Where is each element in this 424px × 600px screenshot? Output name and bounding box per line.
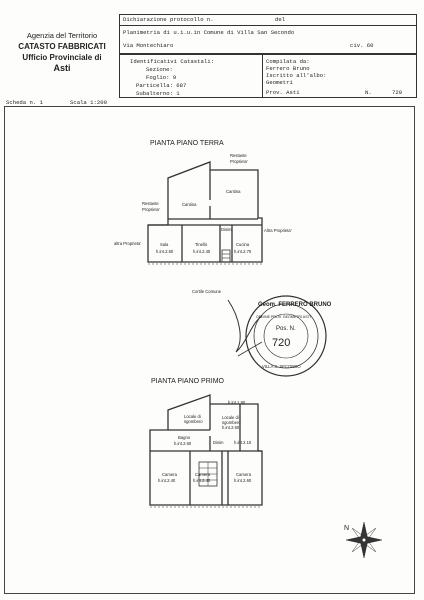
compiler-name: Ferrero Bruno bbox=[266, 65, 310, 72]
agency-name: Agenzia del Territorio bbox=[26, 31, 98, 40]
scale-label: Scala 1:200 bbox=[70, 99, 107, 106]
neighbor-label: Proprieta' bbox=[142, 207, 160, 212]
office-city: Asti bbox=[53, 63, 71, 73]
room-cucina: Cucina bbox=[236, 242, 250, 247]
del-label: del bbox=[275, 16, 286, 23]
room-height: h.int.2.40 bbox=[193, 249, 211, 254]
room-camera: Camera bbox=[195, 472, 210, 477]
room-height: h.int.2.40 bbox=[193, 478, 211, 483]
stamp-number: 720 bbox=[272, 337, 291, 349]
room-locale-sgombero: Locale di bbox=[222, 415, 239, 420]
identifiers-title: Identificativi Catastali: bbox=[130, 58, 214, 65]
stamp-position: Pos. N. bbox=[276, 326, 296, 332]
stamp-name: Geom. FERRERO BRUNO bbox=[258, 302, 332, 308]
room-cantina: Cantina bbox=[226, 189, 241, 194]
room-bagno: Bagno bbox=[178, 435, 191, 440]
room-height: h.int.1.90 bbox=[228, 400, 246, 405]
room-height: h.int.2.60 bbox=[156, 249, 174, 254]
room-height: h.int.2.60 bbox=[174, 441, 192, 446]
particella-label: Particella: 687 bbox=[136, 82, 187, 89]
north-compass bbox=[346, 522, 382, 558]
office-title: Ufficio Provinciale di bbox=[22, 53, 102, 62]
room-height: h.int.2.70 bbox=[234, 249, 252, 254]
room-disimpegno: Disim bbox=[213, 440, 224, 445]
stamp-town: VILLA S. SECONDO bbox=[262, 364, 301, 369]
neighbor-label: Proprieta' bbox=[230, 159, 248, 164]
stamp-order: ORDINE PROV. GEOMETRI ASTI bbox=[256, 315, 311, 319]
n-label: N. bbox=[365, 89, 372, 96]
planimetria-label: Planimetria di u.i.u.in Comune di Villa San Secondo bbox=[123, 29, 295, 36]
first-floor-title: PIANTA PIANO PRIMO bbox=[151, 378, 224, 385]
room-locale-sgombero: sgombero bbox=[184, 419, 203, 424]
declaration-label: Dichiarazione protocollo n. bbox=[123, 16, 214, 23]
room-tinello: Tinello bbox=[195, 242, 208, 247]
room-locale-sgombero: sgombero bbox=[222, 420, 241, 425]
compilata-title: Compilata da: bbox=[266, 58, 310, 65]
room-cantina: Cantina bbox=[182, 202, 197, 207]
neighbor-label: Restante bbox=[230, 153, 247, 158]
n-value: 720 bbox=[392, 89, 403, 96]
neighbor-label: altra Proprieta' bbox=[114, 241, 142, 246]
room-height: h.int.2.40 bbox=[158, 478, 176, 483]
civic-number: civ. 60 bbox=[350, 42, 374, 49]
ground-floor-title: PIANTA PIANO TERRA bbox=[150, 140, 224, 147]
foglio-label: Foglio: 9 bbox=[146, 74, 177, 81]
sezione-label: Sezione: bbox=[146, 66, 173, 73]
room-camera: Camera bbox=[236, 472, 251, 477]
room-height: h.int.2.60 bbox=[234, 478, 252, 483]
room-height: h.int.2.60 bbox=[222, 425, 240, 430]
province-label: Prov. Asti bbox=[266, 89, 300, 96]
room-locale-sgombero: Locale di bbox=[184, 414, 201, 419]
neighbor-label: Altra Proprieta' bbox=[264, 228, 292, 233]
north-label: N bbox=[344, 525, 350, 532]
scheda-label: Scheda n. 1 bbox=[6, 99, 43, 106]
albo-label: Geometri bbox=[266, 79, 293, 86]
room-disimpegno: Disim bbox=[221, 227, 232, 232]
courtyard-label: Cortile Comune bbox=[192, 289, 222, 294]
iscritto-label: Iscritto all'albo: bbox=[266, 72, 327, 79]
address-label: Via Montechiaro bbox=[123, 42, 174, 49]
room-camera: Camera bbox=[162, 472, 177, 477]
catasto-title: CATASTO FABBRICATI bbox=[18, 42, 106, 51]
room-sala: Sala bbox=[160, 242, 169, 247]
neighbor-label: Restante bbox=[142, 201, 159, 206]
room-height: h.int.2.10 bbox=[234, 440, 252, 445]
subalterno-label: Subalterno: 1 bbox=[136, 90, 180, 97]
